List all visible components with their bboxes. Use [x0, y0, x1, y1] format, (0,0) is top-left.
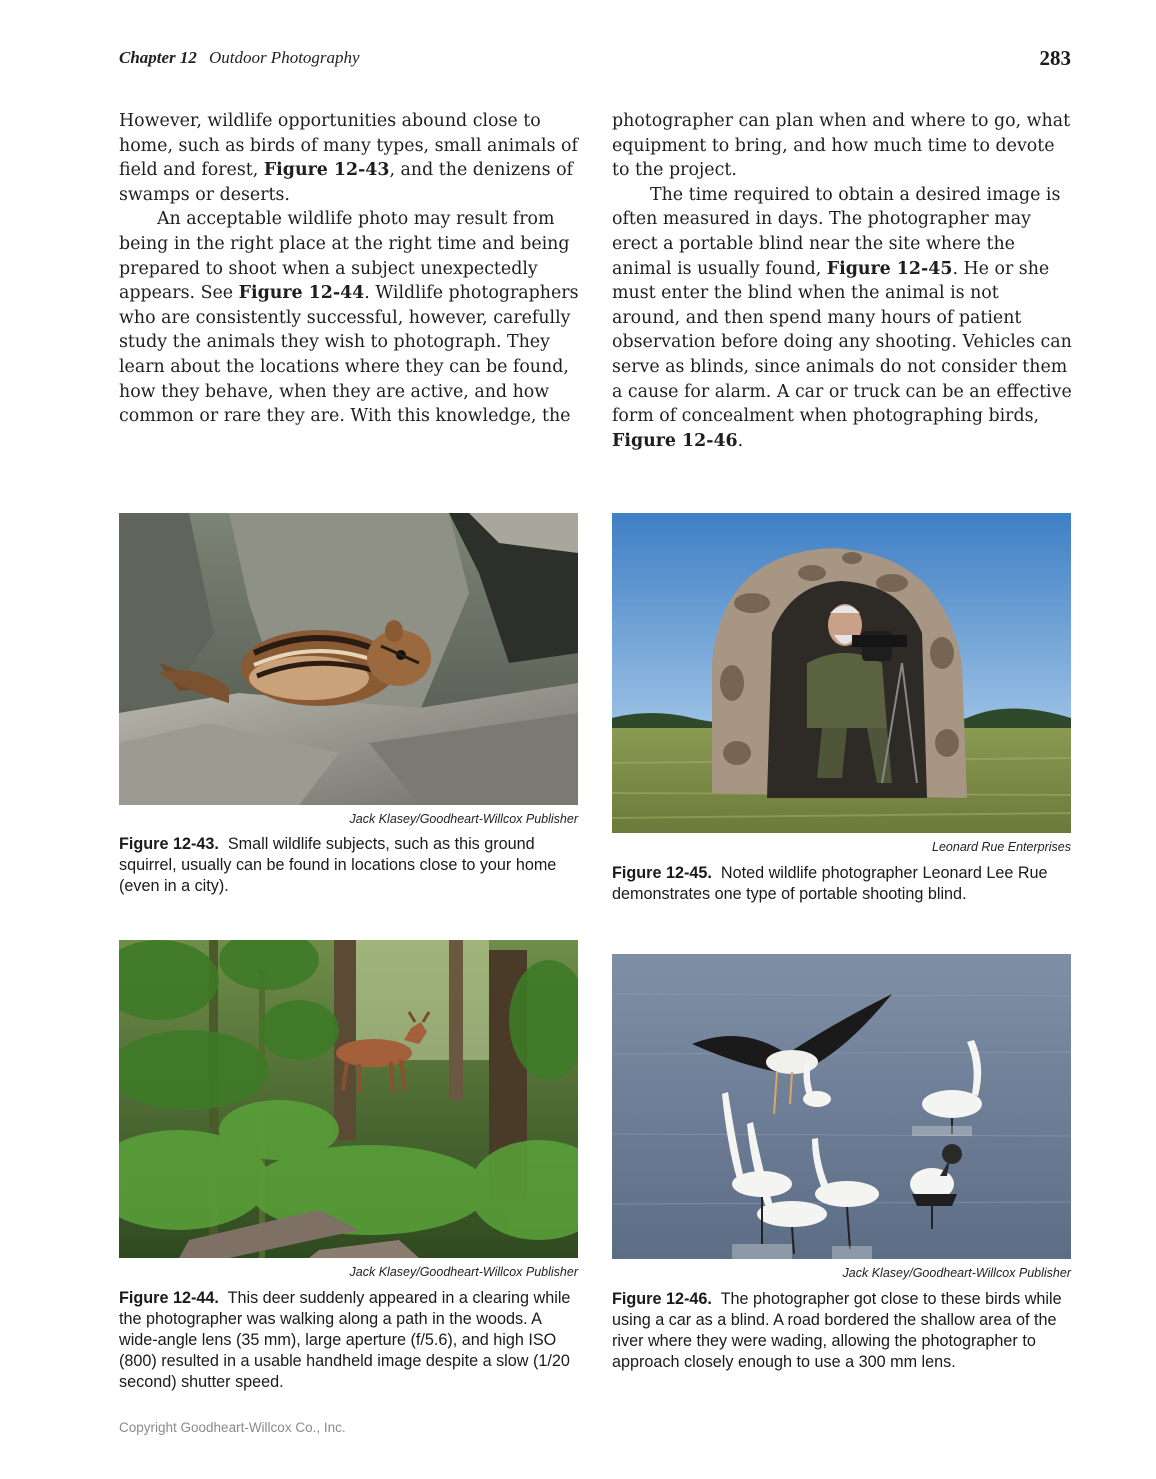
figure-caption — [119, 1288, 581, 1393]
paragraph-text: . Wildlife photographers who are consistently successful, however, carefully study the animals they wish to photograph. They learn about the locations where they can be found, how they behave, when they are active, and how common or rare they are. With this knowledge, the — [119, 283, 579, 427]
paragraph — [119, 207, 579, 428]
figure-12-45-photo — [612, 513, 1071, 833]
paragraph — [119, 109, 579, 207]
paragraph — [612, 183, 1072, 454]
figure-reference: Figure 12-43 — [263, 160, 390, 181]
photo-credit: Jack Klasey/Goodheart-Willcox Publisher — [842, 1266, 1071, 1280]
paragraph: photographer can plan when and where to go, what equipment to bring, and how much time to devote to the project. — [612, 111, 1071, 181]
chapter-title: Outdoor Photography — [208, 48, 360, 67]
photo-credit: Leonard Rue Enterprises — [932, 840, 1071, 854]
figure-label: Figure 12-44. — [119, 1289, 219, 1307]
page-number: 283 — [1039, 46, 1071, 70]
paragraph-text: . He or she must enter the blind when the animal is not around, and then spend many hours of patient observation before doing any shooting. Vehicles can serve as blinds, since animals do not consider them a cause for alarm. A car or truck can be an effective form of concealment when photographing birds, — [612, 258, 1072, 427]
figure-label: Figure 12-43. — [119, 835, 219, 853]
portable-blind-image — [612, 513, 1071, 833]
caption-text: The photographer got close to these birds while using a car as a blind. A road bordered the shallow area of the river where they were wading, allowing the photographer to approach closely enough to use a 300 mm lens. — [612, 1290, 1062, 1371]
figure-12-44-photo — [119, 940, 578, 1258]
paragraph-text: The time required to obtain a desired image is often measured in days. The photographer may erect a portable blind near the site where the animal is usually found, — [612, 184, 1061, 279]
figure-label: Figure 12-45. — [612, 864, 712, 882]
figure-12-43-photo — [119, 513, 578, 805]
caption-text: Noted wildlife photographer Leonard Lee Rue demonstrates one type of portable shooting blind. — [612, 864, 1048, 903]
wading-birds-image — [612, 954, 1071, 1259]
figure-reference: Figure 12-44 — [238, 283, 365, 304]
copyright-footer: Copyright Goodheart-Willcox Co., Inc. — [119, 1420, 346, 1435]
paragraph-text: An acceptable wildlife photo may result from being in the right place at the right time and being prepared to shoot when a subject unexpectedly appears. See — [119, 209, 570, 304]
photo-credit: Jack Klasey/Goodheart-Willcox Publisher — [349, 812, 578, 826]
photo-credit: Jack Klasey/Goodheart-Willcox Publisher — [349, 1265, 578, 1279]
caption-text: This deer suddenly appeared in a clearing while the photographer was walking along a path in the woods. A wide-angle lens (35 mm), large aperture (f/5.6), and high ISO (800) resulted in a usable handheld image despite a slow (1/20 second) shutter speed. — [119, 1289, 571, 1391]
deer-in-woods-image — [119, 940, 578, 1258]
text-column-right — [612, 109, 1072, 453]
chapter-heading — [119, 48, 360, 68]
figure-label: Figure 12-46. — [612, 1290, 712, 1308]
figure-caption — [612, 1289, 1074, 1373]
figure-caption — [119, 834, 581, 897]
figure-reference: Figure 12-46 — [612, 430, 738, 451]
figure-caption — [612, 863, 1074, 905]
running-header — [119, 46, 1071, 76]
chapter-label: Chapter 12 — [119, 48, 197, 67]
paragraph-text: , and the denizens of swamps or deserts. — [119, 160, 573, 205]
paragraph-text: However, wildlife opportunities abound close to home, such as birds of many types, small animals of field and forest, — [119, 111, 578, 181]
figure-12-46-photo — [612, 954, 1071, 1259]
chipmunk-on-rocks-image — [119, 513, 578, 805]
caption-text: Small wildlife subjects, such as this ground squirrel, usually can be found in locations close to your home (even in a city). — [119, 835, 557, 895]
paragraph-text: . — [737, 430, 744, 451]
text-column-left — [119, 109, 579, 429]
figure-reference: Figure 12-45 — [826, 258, 953, 279]
